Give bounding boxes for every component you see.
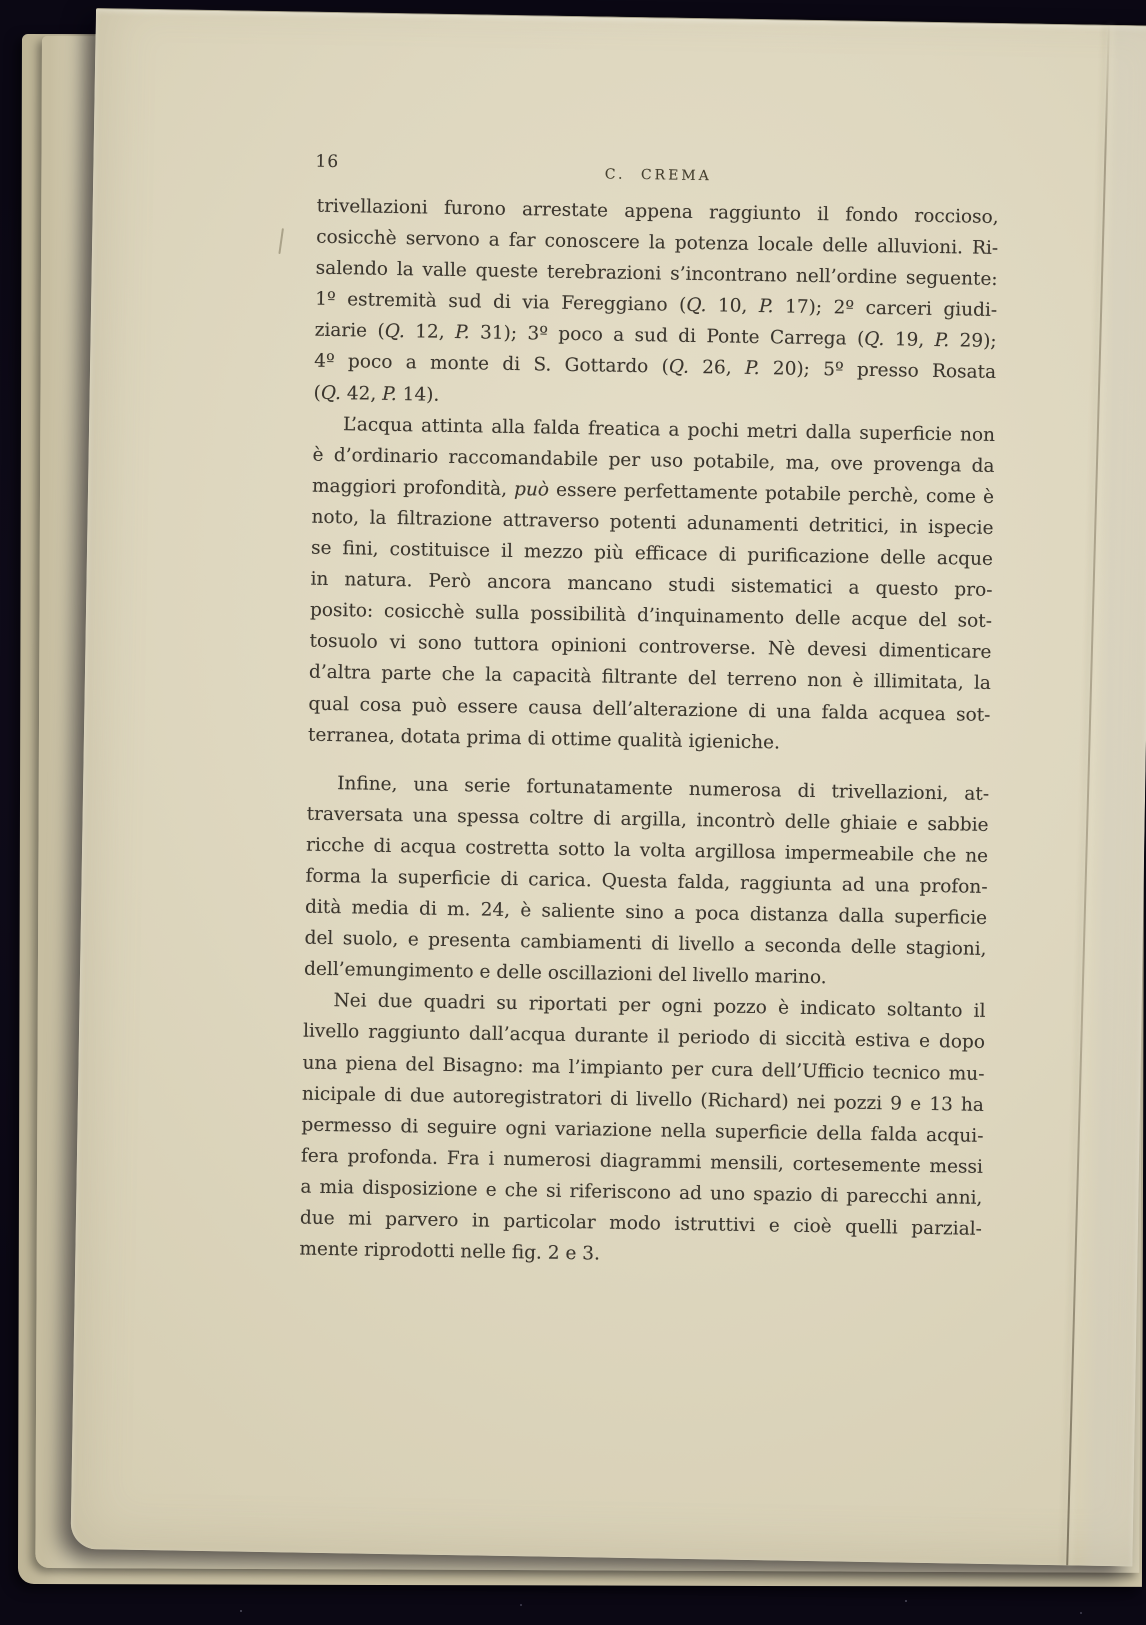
body-text	[299, 191, 999, 1276]
text-line: traversata una spessa coltre di argilla, incontrò delle ghiaie e sabbie	[306, 803, 989, 836]
page-header	[317, 149, 999, 186]
text-line: cosicchè servono a far conoscere la potenza locale delle alluvioni. Ri-	[316, 226, 999, 260]
text-line: trivellazioni furono arrestate appena raggiunto il fondo roccioso,	[316, 195, 999, 228]
paragraph	[313, 191, 999, 420]
printed-content	[299, 149, 999, 1276]
text-line: ziarie (Q. 12, P. 31); 3º poco a sud di Ponte Carrega (Q. 19, P. 29);	[314, 320, 997, 353]
text-line: in natura. Però ancora mancano studi sistematici a questo pro-	[310, 568, 993, 602]
paragraph	[308, 408, 996, 761]
text-line: livello raggiunto dall’acqua durante il periodo di siccità estiva e dopo	[302, 1021, 986, 1054]
text-line: nicipale di due autoregistratori di livello (Richard) nei pozzi 9 e 13 ha	[301, 1083, 985, 1116]
text-line: 4º poco a monte di S. Gottardo (Q. 26, P. 20); 5º presso Rosata	[313, 351, 997, 384]
page-fold-crease	[1066, 26, 1110, 1565]
running-header: C. CREMA	[604, 166, 712, 185]
text-line: ricche di acqua costretta sotto la volta argillosa impermeabile che ne	[305, 834, 989, 867]
paragraph	[299, 985, 986, 1276]
text-line: qual cosa può essere causa dell’alterazione di una falda acquea sot-	[308, 693, 991, 726]
text-line: posito: cosicchè sulla possibilità d’inquinamento delle acque del sot-	[309, 599, 993, 633]
text-line: a mia disposizione e che si riferiscono ad uno spazio di parecchi anni,	[300, 1176, 983, 1209]
text-line: noto, la filtrazione attraverso potenti adunamenti detritici, in ispecie	[311, 506, 994, 539]
text-line: due mi parvero in particolar modo istruttivi e cioè quelli parzial-	[299, 1207, 983, 1240]
text-line: fera profonda. Fra i numerosi diagrammi mensili, cortesemente messi	[300, 1145, 984, 1178]
text-line: del suolo, e presenta cambiamenti di livello a seconda delle stagioni,	[304, 927, 987, 961]
text-line: dità media di m. 24, è saliente sino a poca distanza dalla superficie	[304, 896, 988, 929]
text-line: Nei due quadri su riportati per ogni pozzo è indicato soltanto il	[333, 990, 986, 1023]
text-line: dell’emungimento e delle oscillazioni del livello marino.	[303, 958, 827, 989]
text-line: una piena del Bisagno: ma l’impianto per cura dell’Ufficio tecnico mu-	[302, 1052, 985, 1085]
text-line: L’acqua attinta alla falda freatica a pochi metri dalla superficie non	[342, 413, 996, 446]
text-line: terranea, dotata prima di ottime qualità igieniche.	[307, 724, 781, 754]
text-line: mente riprodotti nelle fig. 2 e 3.	[299, 1238, 601, 1265]
page-number: 16	[315, 151, 340, 173]
text-line: permesso di seguire ogni variazione nella superficie della falda acqui-	[301, 1114, 984, 1147]
text-line: forma la superficie di carica. Questa falda, raggiunta ad una profon-	[305, 865, 988, 898]
text-line: 1º estremità sud di via Fereggiano (Q. 10, P. 17); 2º carceri giudi-	[315, 288, 998, 322]
text-line: salendo la valle queste terebrazioni s’incontrano nell’ordine seguente:	[315, 257, 998, 291]
text-line: tosuolo vi sono tuttora opinioni controverse. Nè devesi dimenticare	[309, 630, 992, 664]
text-line: d’altra parte che la capacità filtrante del terreno non è illimitata, la	[308, 662, 992, 695]
paragraph	[304, 767, 990, 996]
paper-fiber-mark	[278, 228, 284, 254]
dust-specks	[0, 0, 2, 2]
text-line: maggiori profondità, può essere perfettamente potabile perchè, come è	[311, 475, 995, 508]
text-line: (Q. 42, P. 14).	[313, 382, 440, 406]
text-line: se fini, costituisce il mezzo più efficace di purificazione delle acque	[310, 537, 994, 570]
text-line: Infine, una serie fortunatamente numerosa di trivellazioni, at-	[337, 772, 990, 805]
text-line: è d’ordinario raccomandabile per uso potabile, ma, ove provenga da	[312, 444, 995, 477]
scanned-page	[70, 8, 1146, 1566]
